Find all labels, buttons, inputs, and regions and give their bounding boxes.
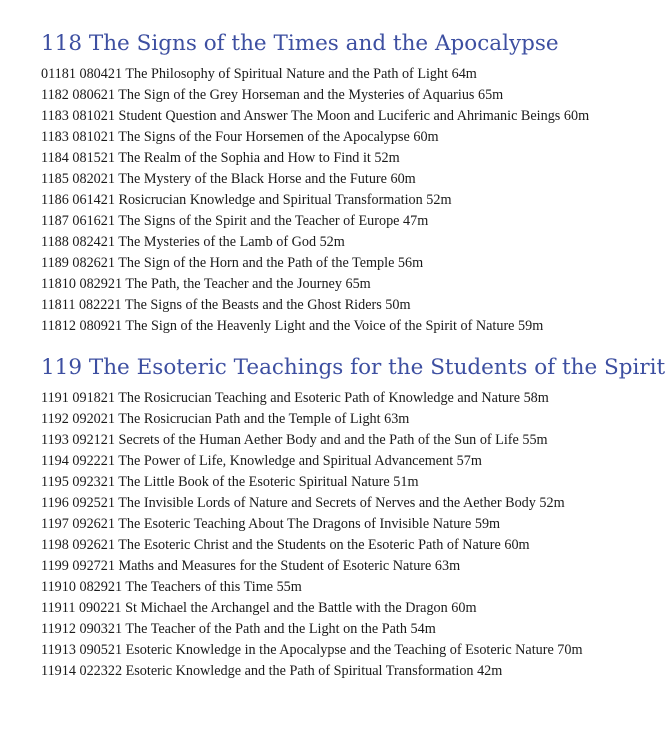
lecture-entry: 11912 090321 The Teacher of the Path and the Light on the Path 54m — [41, 621, 436, 637]
lecture-entry: 11812 080921 The Sign of the Heavenly Light and the Voice of the Spirit of Nature 59m — [41, 318, 544, 334]
lecture-entry: 1195 092321 The Little Book of the Esoteric Spiritual Nature 51m — [41, 474, 419, 490]
lecture-entry: 1186 061421 Rosicrucian Knowledge and Spiritual Transformation 52m — [41, 192, 452, 208]
section-heading-118: 118 The Signs of the Times and the Apocalypse — [41, 31, 559, 56]
lecture-entry: 11913 090521 Esoteric Knowledge in the Apocalypse and the Teaching of Esoteric Nature 70m — [41, 642, 583, 658]
lecture-entry: 1185 082021 The Mystery of the Black Horse and the Future 60m — [41, 171, 416, 187]
lecture-entry: 1193 092121 Secrets of the Human Aether Body and and the Path of the Sun of Life 55m — [41, 432, 548, 448]
lecture-list-119 — [41, 388, 583, 682]
lecture-entry: 1187 061621 The Signs of the Spirit and the Teacher of Europe 47m — [41, 213, 429, 229]
section-heading-119: 119 The Esoteric Teachings for the Students of the Spirit — [41, 355, 666, 380]
lecture-entry: 1183 081021 The Signs of the Four Horsemen of the Apocalypse 60m — [41, 129, 439, 145]
lecture-entry: 01181 080421 The Philosophy of Spiritual Nature and the Path of Light 64m — [41, 66, 477, 82]
lecture-entry: 11914 022322 Esoteric Knowledge and the Path of Spiritual Transformation 42m — [41, 663, 503, 679]
lecture-entry: 1197 092621 The Esoteric Teaching About The Dragons of Invisible Nature 59m — [41, 516, 501, 532]
lecture-entry: 11811 082221 The Signs of the Beasts and the Ghost Riders 50m — [41, 297, 411, 313]
lecture-entry: 1194 092221 The Power of Life, Knowledge and Spiritual Advancement 57m — [41, 453, 482, 469]
lecture-entry: 11910 082921 The Teachers of this Time 55m — [41, 579, 302, 595]
lecture-entry: 1198 092621 The Esoteric Christ and the Students on the Esoteric Path of Nature 60m — [41, 537, 530, 553]
lecture-entry: 1196 092521 The Invisible Lords of Nature and Secrets of Nerves and the Aether Body 52m — [41, 495, 565, 511]
lecture-entry: 1199 092721 Maths and Measures for the Student of Esoteric Nature 63m — [41, 558, 461, 574]
lecture-entry: 1188 082421 The Mysteries of the Lamb of God 52m — [41, 234, 345, 250]
lecture-entry: 11810 082921 The Path, the Teacher and the Journey 65m — [41, 276, 371, 292]
lecture-entry: 1189 082621 The Sign of the Horn and the Path of the Temple 56m — [41, 255, 424, 271]
lecture-entry: 1184 081521 The Realm of the Sophia and How to Find it 52m — [41, 150, 400, 166]
lecture-entry: 1191 091821 The Rosicrucian Teaching and Esoteric Path of Knowledge and Nature 58m — [41, 390, 549, 406]
lecture-entry: 11911 090221 St Michael the Archangel and the Battle with the Dragon 60m — [41, 600, 477, 616]
lecture-list-118 — [41, 64, 589, 337]
lecture-entry: 1182 080621 The Sign of the Grey Horseman and the Mysteries of Aquarius 65m — [41, 87, 504, 103]
lecture-entry: 1183 081021 Student Question and Answer The Moon and Luciferic and Ahrimanic Beings 60m — [41, 108, 590, 124]
lecture-entry: 1192 092021 The Rosicrucian Path and the Temple of Light 63m — [41, 411, 410, 427]
